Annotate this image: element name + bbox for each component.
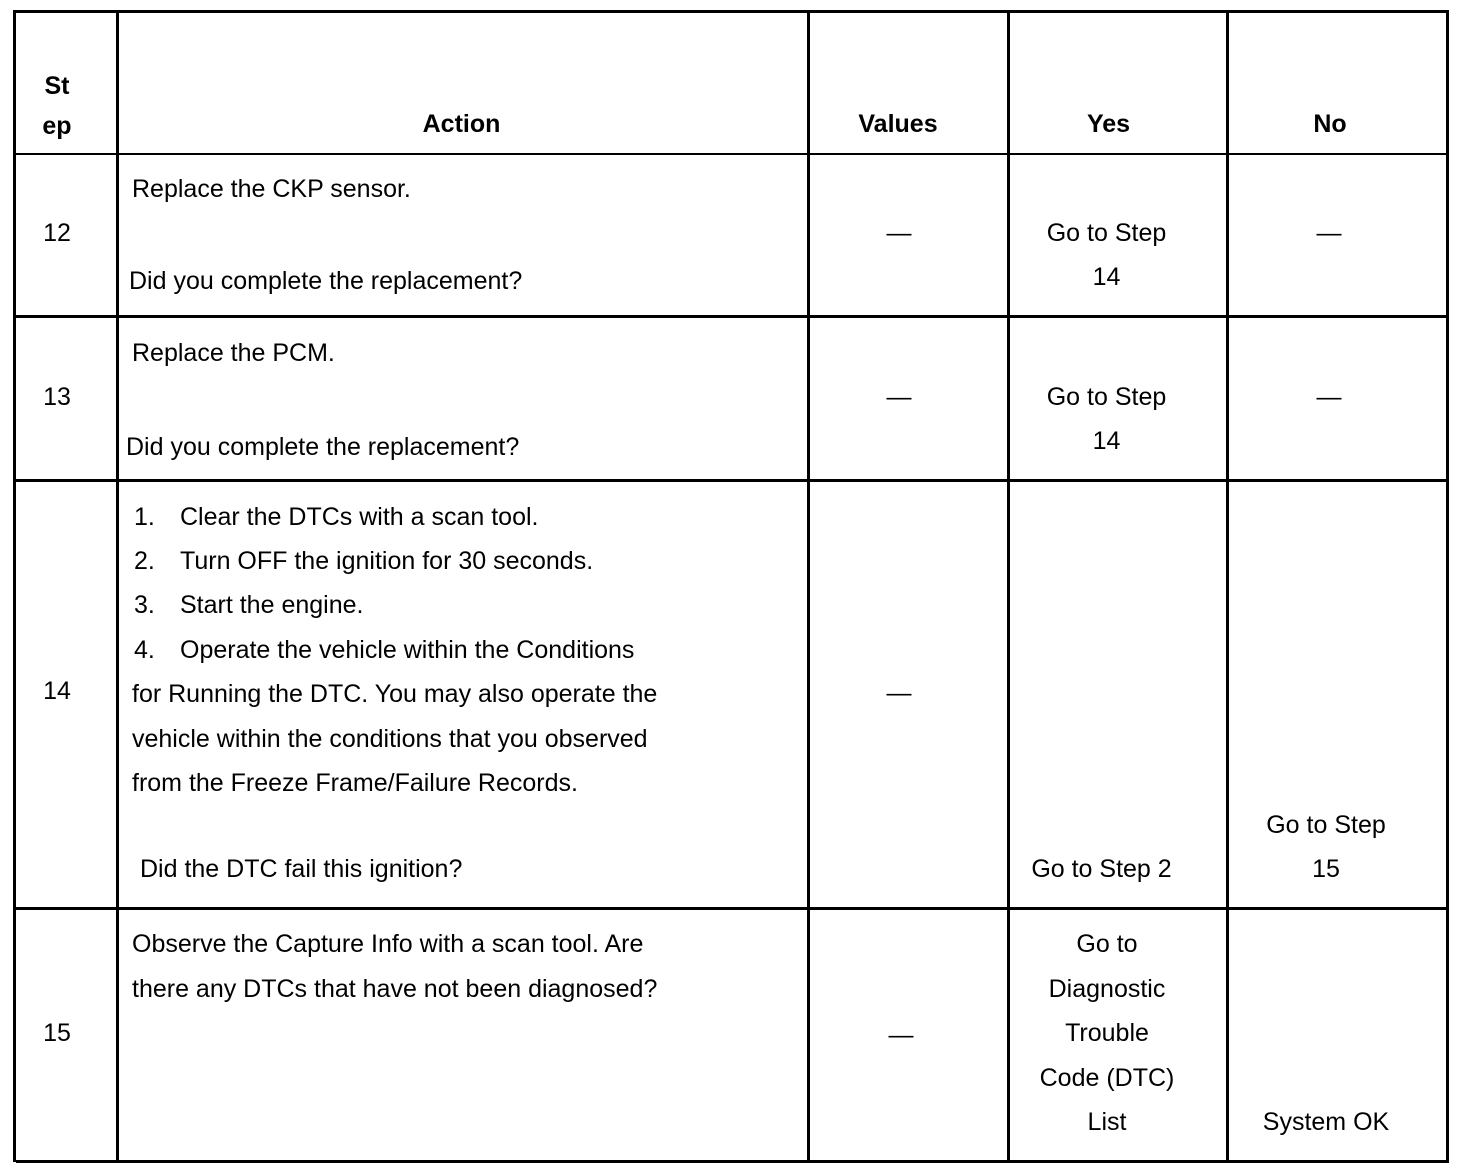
row-divider	[16, 153, 1449, 155]
header-values: Values	[858, 110, 938, 138]
action-text: Replace the CKP sensor.	[132, 175, 411, 203]
yes-cell-line: Go to	[1076, 930, 1138, 958]
yes-cell	[1007, 375, 1206, 463]
yes-cell	[1007, 922, 1207, 1145]
list-item	[134, 583, 363, 627]
header-yes: Yes	[1086, 110, 1131, 138]
action-question: Did you complete the replacement?	[126, 433, 520, 461]
column-divider	[1226, 13, 1229, 1162]
header-step	[16, 64, 98, 148]
action-text: Replace the PCM.	[132, 339, 335, 367]
step-number: 15	[43, 1019, 71, 1047]
action-text-line: Observe the Capture Info with a scan tool. Are	[132, 930, 644, 958]
yes-cell	[1007, 211, 1206, 299]
row-divider	[16, 315, 1449, 318]
list-item-number: 4.	[134, 636, 155, 664]
column-divider	[1446, 13, 1449, 1162]
action-continuation-line: vehicle within the conditions that you observed	[132, 724, 648, 753]
action-question: Did you complete the replacement?	[129, 267, 523, 295]
no-cell: System OK	[1262, 1108, 1390, 1136]
header-action: Action	[422, 110, 501, 138]
column-divider	[807, 13, 810, 1162]
header-step-line1: St	[44, 72, 70, 100]
list-item-number: 3.	[134, 591, 155, 619]
yes-cell-line: 14	[1092, 427, 1121, 455]
list-item	[134, 539, 593, 583]
row-divider	[16, 907, 1449, 910]
yes-cell-line: 14	[1092, 263, 1121, 291]
step-number: 12	[43, 219, 71, 247]
no-cell-line: Go to Step	[1266, 811, 1386, 839]
list-item-text: Start the engine.	[180, 591, 364, 619]
yes-cell-line: Go to Step	[1046, 219, 1167, 247]
values-cell: —	[886, 679, 912, 707]
step-number: 13	[43, 383, 71, 411]
yes-cell-line: Code (DTC)	[1039, 1063, 1175, 1092]
list-item-text: Clear the DTCs with a scan tool.	[180, 503, 539, 531]
list-item-number: 1.	[134, 503, 155, 531]
step-number: 14	[43, 677, 71, 705]
header-step-line2: ep	[42, 112, 72, 140]
row-divider	[16, 1160, 1449, 1163]
action-continuation-line: from the Freeze Frame/Failure Records.	[132, 769, 578, 797]
yes-cell-line: Diagnostic	[1048, 974, 1166, 1003]
action-question: Did the DTC fail this ignition?	[140, 855, 463, 883]
yes-cell-line: List	[1087, 1108, 1127, 1136]
values-cell: —	[888, 1021, 914, 1049]
yes-cell-line: Go to Step	[1046, 383, 1167, 411]
no-cell: —	[1316, 383, 1342, 411]
values-cell: —	[886, 383, 912, 411]
yes-cell-line: Trouble	[1065, 1019, 1149, 1047]
values-cell: —	[886, 219, 912, 247]
list-item	[134, 495, 538, 539]
action-text	[132, 922, 657, 1011]
column-divider	[116, 13, 119, 1162]
list-item-number: 2.	[134, 547, 155, 575]
action-continuation	[132, 672, 657, 806]
no-cell	[1227, 803, 1425, 891]
no-cell: —	[1316, 219, 1342, 247]
list-item	[134, 628, 634, 672]
list-item-text: Operate the vehicle within the Conditions	[180, 636, 635, 664]
action-continuation-line: for Running the DTC. You may also operate the	[132, 680, 658, 708]
row-divider	[16, 479, 1449, 482]
action-text-line: there any DTCs that have not been diagnosed?	[132, 974, 658, 1003]
header-no: No	[1313, 110, 1347, 138]
yes-cell: Go to Step 2	[1031, 855, 1172, 883]
list-item-text: Turn OFF the ignition for 30 seconds.	[180, 547, 594, 575]
no-cell-line: 15	[1312, 855, 1340, 883]
